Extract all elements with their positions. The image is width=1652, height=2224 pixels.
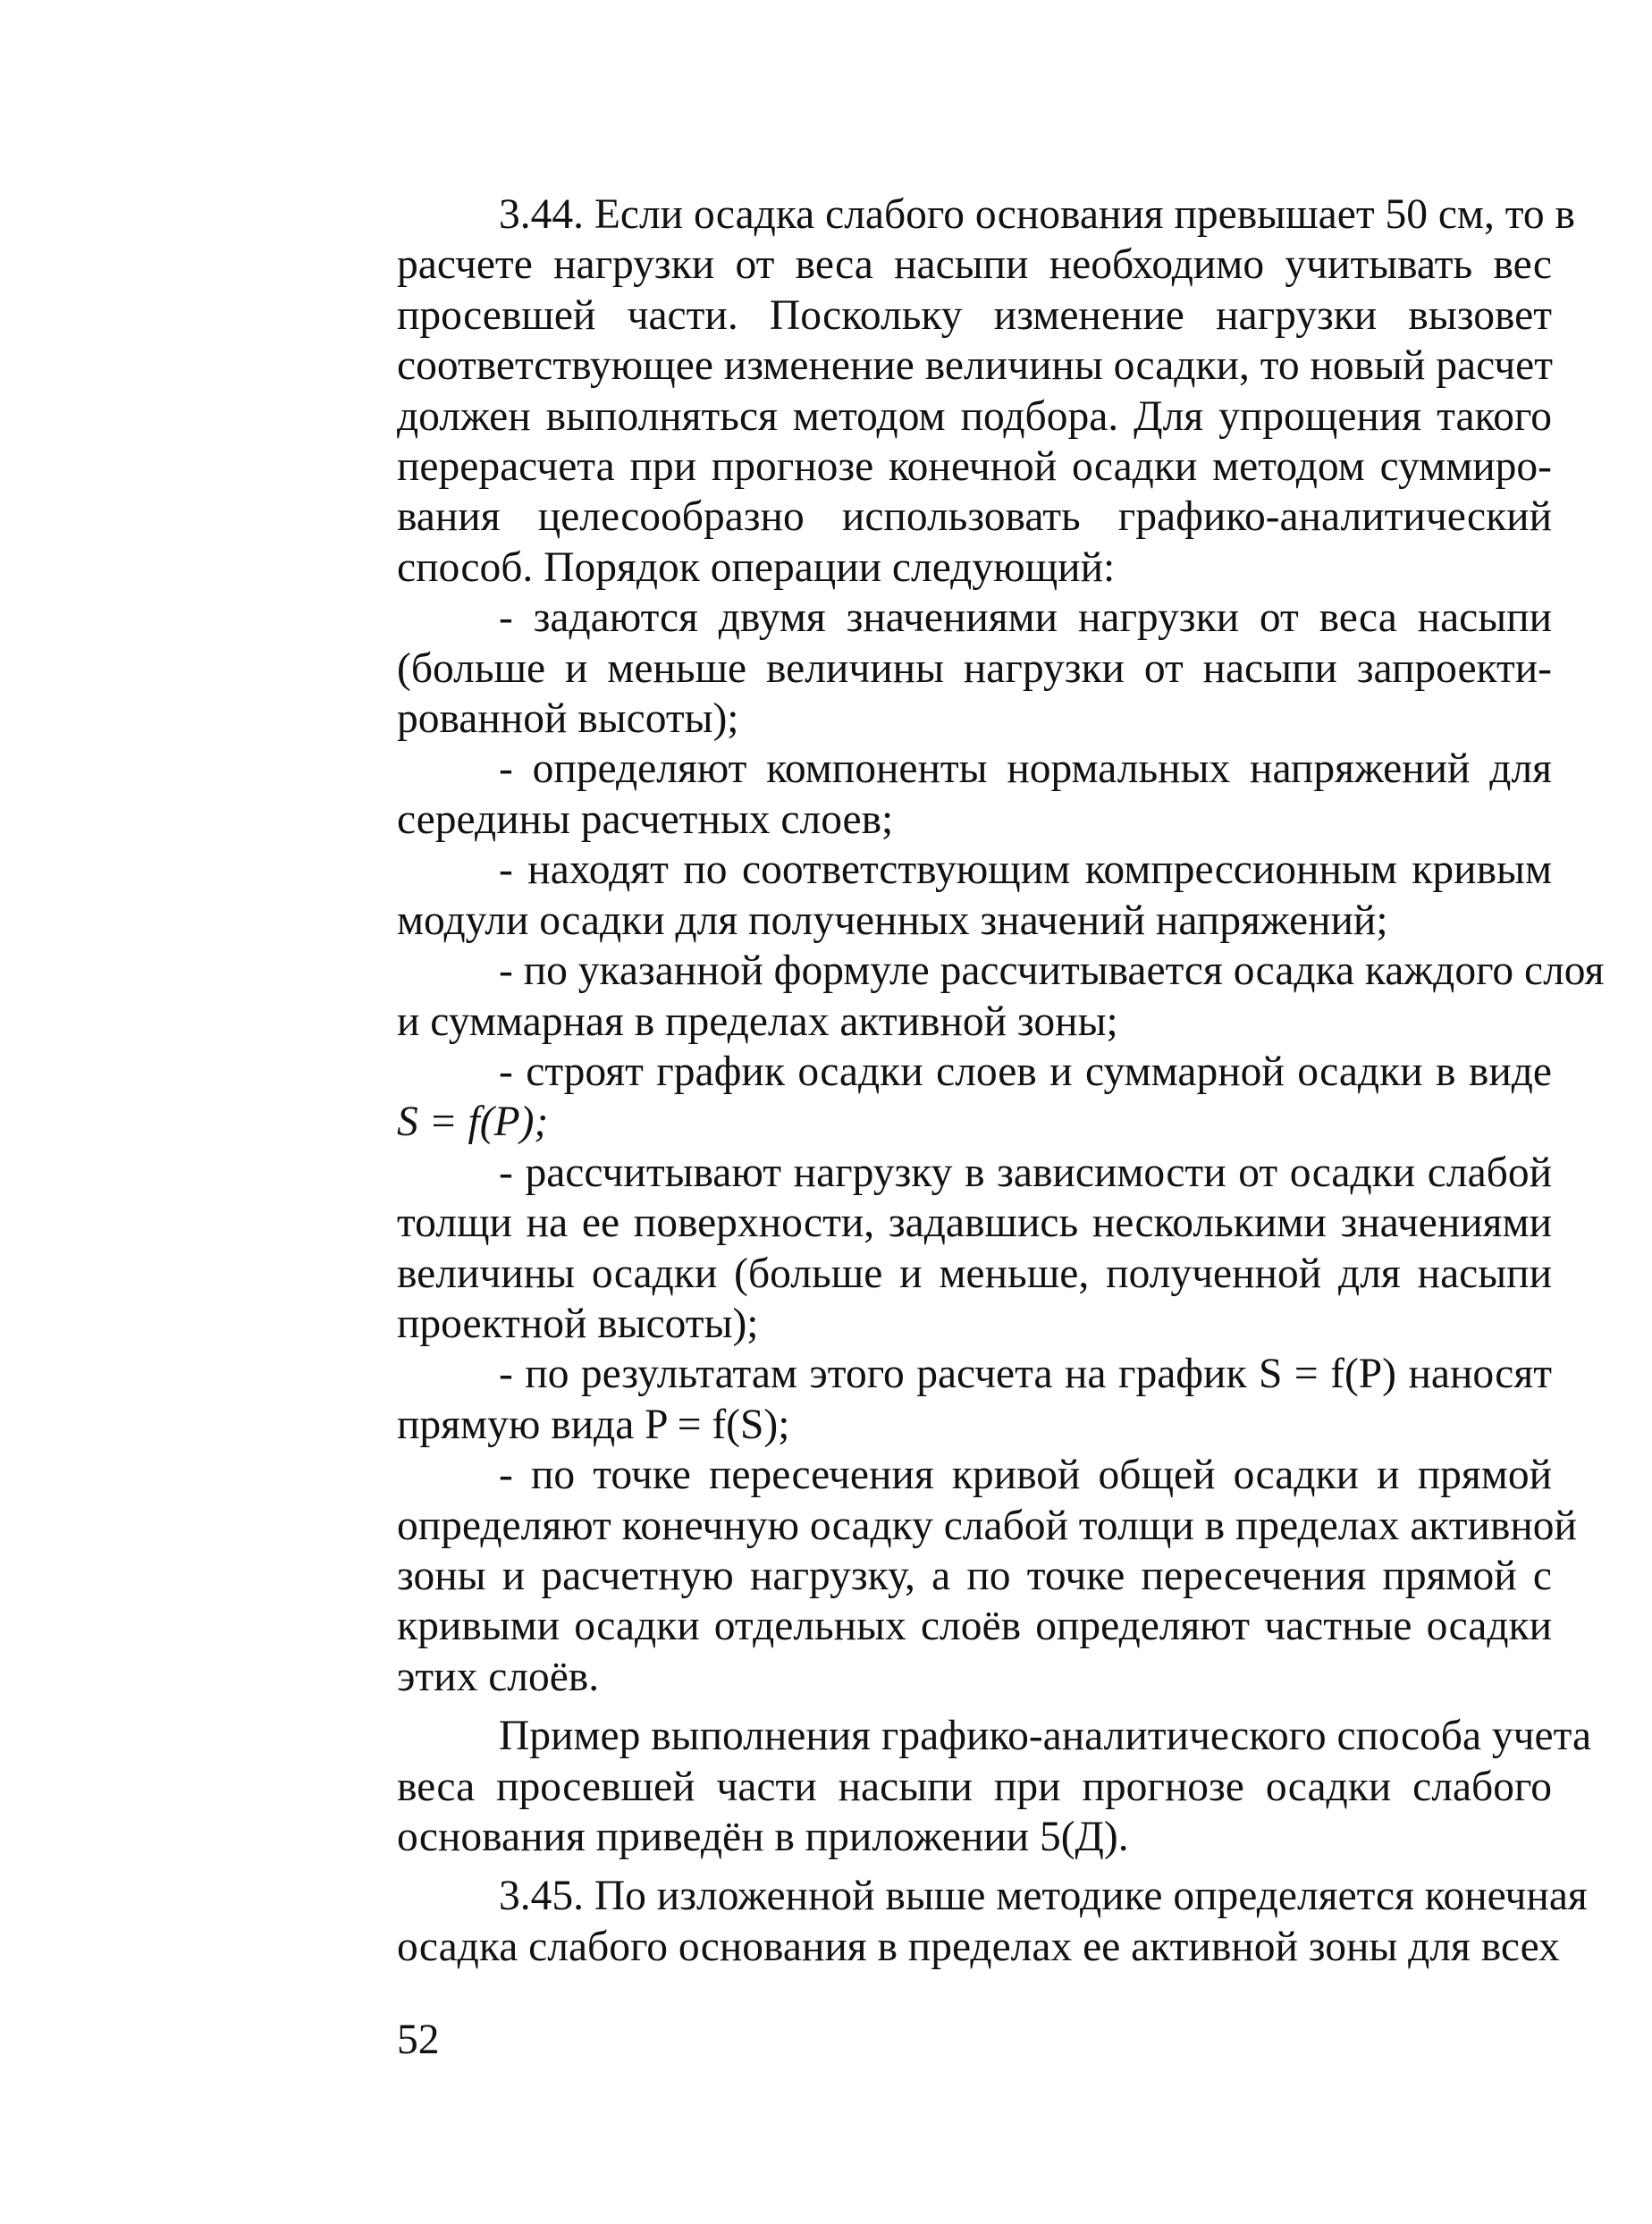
paragraph-3-44 bbox=[397, 190, 1575, 593]
text-line: кривыми осадки отдельных слоёв определяют частные осадки bbox=[397, 1603, 1552, 1650]
text-line: - по результатам этого расчета на график S = f(P) наносят bbox=[499, 1351, 1552, 1398]
text-line: - рассчитывают нагрузку в зависимости от осадки слабой bbox=[499, 1149, 1552, 1196]
list-item-set-loads bbox=[397, 593, 1552, 744]
text-line: зоны и расчетную нагрузку, а по точке пересечения прямой с bbox=[397, 1552, 1552, 1599]
text-line: 3.45. По изложенной выше методике определяется конечная bbox=[499, 1873, 1588, 1920]
text-line: середины расчетных слоев; bbox=[397, 796, 894, 843]
text-line: - определяют компоненты нормальных напряжений для bbox=[499, 746, 1552, 793]
page-number: 52 bbox=[397, 2017, 440, 2063]
text-line: - по точке пересечения кривой общей осадки и прямой bbox=[499, 1452, 1552, 1499]
text-line: осадка слабого основания в пределах ее активной зоны для всех bbox=[397, 1923, 1560, 1970]
text-line: проектной высоты); bbox=[397, 1300, 759, 1347]
text-line: модули осадки для полученных значений напряжений; bbox=[397, 897, 1388, 944]
text-line: этих слоёв. bbox=[397, 1653, 600, 1700]
text-line: просевшей части. Поскольку изменение нагрузки вызовет bbox=[397, 291, 1552, 339]
text-line: - по указанной формуле рассчитывается осадка каждого слоя bbox=[499, 948, 1605, 995]
text-line: - находят по соответствующим компрессионным кривым bbox=[499, 847, 1552, 894]
list-item-settlement-moduli bbox=[397, 845, 1552, 946]
text-line: рованной высоты); bbox=[397, 695, 739, 743]
text-line: - строят график осадки слоев и суммарной осадки в виде bbox=[499, 1048, 1552, 1095]
formula-s-f-p: S = f(P); bbox=[397, 1099, 549, 1146]
list-item-stress-components bbox=[397, 744, 1552, 845]
list-item-build-graph bbox=[397, 1047, 1552, 1148]
text-line: соответствующее изменение величины осадки, то новый расчет bbox=[397, 342, 1553, 390]
text-line: основания приведён в приложении 5(Д). bbox=[397, 1814, 1129, 1860]
paragraph-3-45 bbox=[397, 1871, 1588, 1972]
document-page bbox=[397, 190, 1605, 1972]
list-item-intersection bbox=[397, 1450, 1577, 1702]
text-line: перерасчета при прогнозе конечной осадки методом суммиро- bbox=[397, 443, 1552, 491]
list-item-compute-load bbox=[397, 1148, 1552, 1350]
text-line: Пример выполнения графико-аналитического способа учета bbox=[499, 1713, 1592, 1760]
text-line: 3.44. Если осадка слабого основания превышает 50 см, то в bbox=[499, 191, 1575, 238]
list-item-plot-line bbox=[397, 1349, 1552, 1450]
text-line: величины осадки (больше и меньше, полученной для насыпи bbox=[397, 1250, 1552, 1297]
text-line: толщи на ее поверхности, задавшись несколькими значениями bbox=[397, 1200, 1552, 1247]
paragraph-example bbox=[397, 1711, 1592, 1862]
text-line: определяют конечную осадку слабой толщи в пределах активной bbox=[397, 1502, 1577, 1549]
text-line: вания целесообразно использовать графико-аналитический bbox=[397, 493, 1552, 541]
text-line: прямую вида P = f(S); bbox=[397, 1401, 790, 1448]
text-line: (больше и меньше величины нагрузки от насыпи запроекти- bbox=[397, 644, 1552, 692]
text-line: - задаются двумя значениями нагрузки от веса насыпи bbox=[499, 594, 1552, 642]
text-line: и суммарная в пределах активной зоны; bbox=[397, 998, 1118, 1045]
text-line: должен выполняться методом подбора. Для упрощения такого bbox=[397, 392, 1552, 440]
text-line: способ. Порядок операции следующий: bbox=[397, 543, 1116, 591]
text-line: веса просевшей части насыпи при прогнозе осадки слабого bbox=[397, 1763, 1552, 1810]
text-line: расчете нагрузки от веса насыпи необходимо учитывать вес bbox=[397, 241, 1552, 289]
list-item-layer-settlement bbox=[397, 946, 1605, 1047]
